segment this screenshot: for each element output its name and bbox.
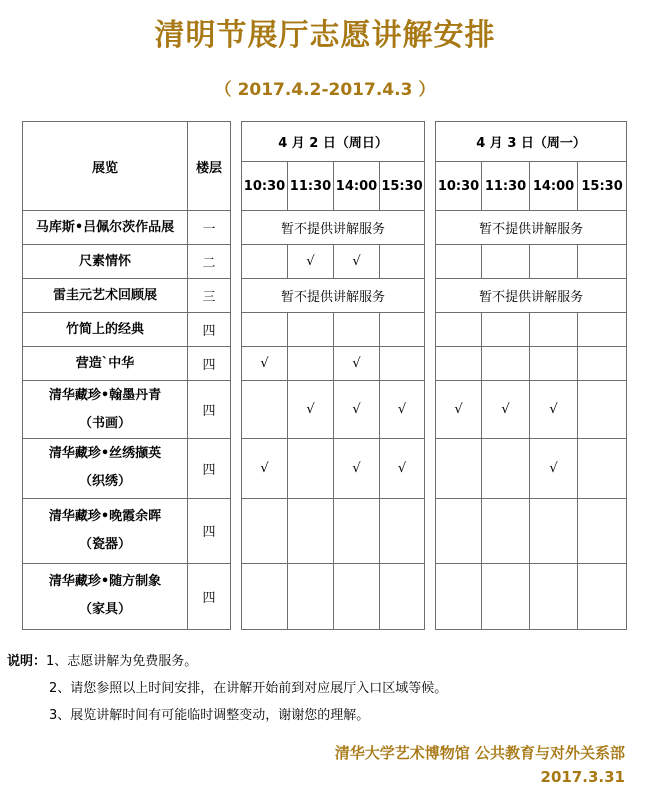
day1-slot-cell	[380, 245, 425, 279]
day1-slot-cell	[334, 347, 380, 381]
note-item: 2、请您参照以上时间安排，在讲解开始前到对应展厅入口区域等候。	[49, 681, 448, 696]
notes-label: 说明：	[7, 654, 47, 669]
floor-cell: 四	[188, 381, 231, 438]
time-header: 14:00	[530, 162, 578, 211]
exhibit-name	[23, 245, 188, 279]
day2-slot-cell	[482, 563, 530, 629]
time-header: 15:30	[578, 162, 627, 211]
day1-slot-cell	[242, 245, 288, 279]
day2-slot-cell	[578, 347, 627, 381]
time-header: 15:30	[380, 162, 425, 211]
exhibit-name-line: 清华藏珍•丝绣撷英	[48, 446, 162, 462]
day2-slot-cell	[530, 381, 578, 438]
floor-cell: 一	[188, 211, 231, 245]
day2-slot-cell	[530, 498, 578, 563]
column-gap	[231, 122, 242, 630]
day2-slot-cell	[436, 438, 482, 498]
day1-slot-cell	[288, 381, 334, 438]
day2-slot-cell	[482, 498, 530, 563]
exhibit-name-line: 清华藏珍•翰墨丹青	[48, 387, 162, 403]
day2-slot-cell	[578, 563, 627, 629]
exhibit-name	[23, 438, 188, 498]
page-title: 清明节展厅志愿讲解安排	[154, 18, 496, 53]
exhibit-name-line: （书画）	[78, 415, 131, 431]
day1-slot-cell	[242, 313, 288, 347]
day1-slot-cell	[380, 381, 425, 438]
day1-slot-cell	[380, 438, 425, 498]
exhibit-name-line: 营造`中华	[75, 355, 135, 371]
time-header: 11:30	[482, 162, 530, 211]
table-row	[23, 211, 627, 245]
time-header: 11:30	[288, 162, 334, 211]
day1-slot-cell	[380, 347, 425, 381]
day1-slot-cell	[334, 438, 380, 498]
day2-slot-cell	[578, 381, 627, 438]
day1-slot-cell	[288, 563, 334, 629]
day2-slot-cell	[530, 563, 578, 629]
table-row	[23, 279, 627, 313]
exhibit-name-line: 尺素情怀	[78, 253, 131, 269]
exhibit-name-line: 清华藏珍•晚霞余晖	[48, 508, 162, 524]
exhibit-name-line: 马库斯•吕佩尔茨作品展	[35, 219, 175, 235]
day2-slot-cell	[436, 563, 482, 629]
check-mark: √	[260, 356, 269, 372]
note-item: 1、志愿讲解为免费服务。	[46, 654, 198, 669]
day2-slot-cell	[482, 438, 530, 498]
day1-slot-cell	[380, 313, 425, 347]
day1-slot-cell	[380, 498, 425, 563]
day1-slot-cell	[242, 563, 288, 629]
note-item: 3、展览讲解时间有可能临时调整变动，谢谢您的理解。	[49, 708, 370, 723]
day1-slot-cell	[334, 313, 380, 347]
day1-slot-cell	[334, 498, 380, 563]
check-mark: √	[352, 356, 361, 372]
day1-slot-cell	[242, 438, 288, 498]
exhibit-name-line: （瓷器）	[78, 536, 131, 552]
check-mark: √	[260, 460, 269, 476]
floor-cell: 四	[188, 563, 231, 629]
floor-cell: 二	[188, 245, 231, 279]
day1-slot-cell	[334, 381, 380, 438]
table-row	[23, 563, 627, 629]
exhibit-name-line: 雷圭元艺术回顾展	[52, 287, 157, 303]
day1-no-service: 暂不提供讲解服务	[242, 279, 425, 313]
exhibit-name-line: （织绣）	[78, 474, 131, 490]
table-row	[23, 381, 627, 438]
col-header-exhibit: 展览	[23, 122, 188, 211]
check-mark: √	[549, 402, 558, 418]
day1-slot-cell	[288, 498, 334, 563]
schedule-table	[22, 121, 627, 630]
time-header: 10:30	[242, 162, 288, 211]
floor-cell: 四	[188, 347, 231, 381]
day2-header: 4 月 3 日（周一）	[436, 122, 627, 162]
exhibit-name	[23, 563, 188, 629]
time-header: 10:30	[436, 162, 482, 211]
day1-slot-cell	[242, 381, 288, 438]
day2-slot-cell	[482, 245, 530, 279]
day2-slot-cell	[578, 245, 627, 279]
floor-cell: 四	[188, 498, 231, 563]
floor-cell: 四	[188, 438, 231, 498]
day1-slot-cell	[288, 313, 334, 347]
exhibit-name	[23, 498, 188, 563]
day1-slot-cell	[288, 438, 334, 498]
floor-cell: 三	[188, 279, 231, 313]
table-row	[23, 245, 627, 279]
day2-slot-cell	[530, 347, 578, 381]
exhibit-name	[23, 347, 188, 381]
day2-slot-cell	[482, 347, 530, 381]
header-row-days	[23, 122, 627, 162]
day1-slot-cell	[288, 245, 334, 279]
check-mark: √	[352, 402, 361, 418]
date-range: （ 2017.4.2-2017.4.3 ）	[214, 80, 436, 100]
day2-slot-cell	[436, 381, 482, 438]
exhibit-name	[23, 313, 188, 347]
column-gap	[425, 122, 436, 630]
table-row	[23, 438, 627, 498]
check-mark: √	[306, 254, 315, 270]
col-header-floor: 楼层	[188, 122, 231, 211]
day1-slot-cell	[380, 563, 425, 629]
day1-no-service: 暂不提供讲解服务	[242, 211, 425, 245]
table-row	[23, 347, 627, 381]
day2-slot-cell	[436, 347, 482, 381]
day1-slot-cell	[242, 347, 288, 381]
day1-header: 4 月 2 日（周日）	[242, 122, 425, 162]
day2-no-service: 暂不提供讲解服务	[436, 211, 627, 245]
day1-slot-cell	[334, 563, 380, 629]
day2-slot-cell	[482, 313, 530, 347]
exhibit-name-line: 清华藏珍•随方制象	[48, 574, 162, 590]
exhibit-name-line: （家具）	[78, 602, 131, 618]
day2-slot-cell	[530, 313, 578, 347]
check-mark: √	[454, 402, 463, 418]
time-header: 14:00	[334, 162, 380, 211]
table-row	[23, 498, 627, 563]
exhibit-name-line: 竹简上的经典	[65, 321, 144, 337]
check-mark: √	[397, 460, 407, 476]
check-mark: √	[306, 402, 315, 418]
day2-no-service: 暂不提供讲解服务	[436, 279, 627, 313]
day2-slot-cell	[578, 313, 627, 347]
floor-cell: 四	[188, 313, 231, 347]
check-mark: √	[397, 402, 407, 418]
check-mark: √	[501, 402, 510, 418]
table-row	[23, 313, 627, 347]
day2-slot-cell	[578, 498, 627, 563]
day2-slot-cell	[436, 313, 482, 347]
day1-slot-cell	[242, 498, 288, 563]
notes-section	[7, 652, 447, 733]
check-mark: √	[352, 460, 361, 476]
day2-slot-cell	[578, 438, 627, 498]
footer-organization: 清华大学艺术博物馆 公共教育与对外关系部	[334, 744, 625, 762]
footer-date: 2017.3.31	[540, 768, 625, 786]
check-mark: √	[352, 254, 361, 270]
exhibit-name	[23, 381, 188, 438]
day1-slot-cell	[334, 245, 380, 279]
exhibit-name	[23, 211, 188, 245]
day2-slot-cell	[530, 438, 578, 498]
day1-slot-cell	[288, 347, 334, 381]
day2-slot-cell	[436, 498, 482, 563]
day2-slot-cell	[436, 245, 482, 279]
check-mark: √	[549, 460, 558, 476]
day2-slot-cell	[482, 381, 530, 438]
day2-slot-cell	[530, 245, 578, 279]
exhibit-name	[23, 279, 188, 313]
